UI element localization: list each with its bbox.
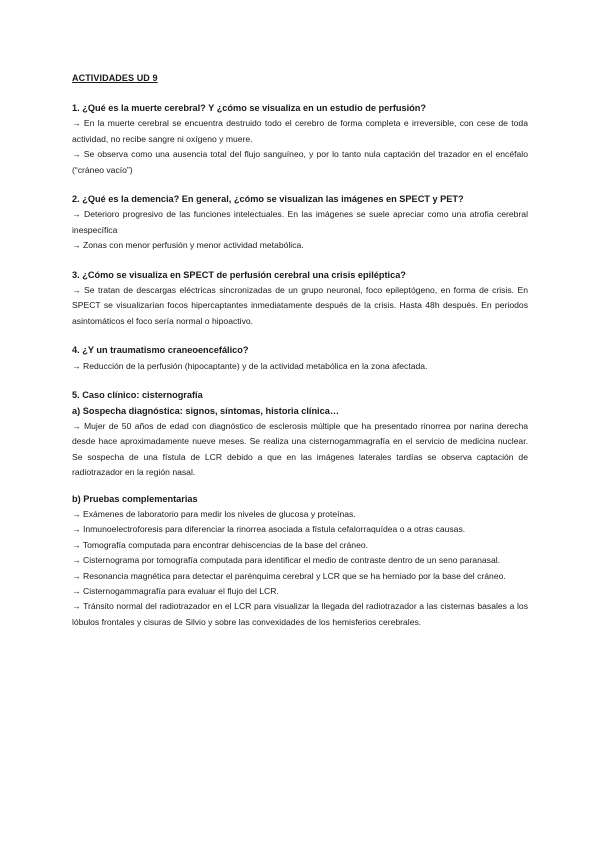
document-title: ACTIVIDADES UD 9	[72, 73, 158, 83]
case-part-a-heading: a) Sospecha diagnóstica: signos, síntomas, historia clínica…	[72, 405, 340, 416]
question-2	[72, 192, 528, 254]
list-item: → Resonancia magnética para detectar el parénquima cerebral y LCR que se ha herniado por la base del cráneo.	[72, 570, 506, 581]
clinical-case	[72, 388, 528, 630]
question-heading: 4. ¿Y un traumatismo craneoencefálico?	[72, 345, 249, 356]
question-4	[72, 343, 528, 374]
answer-paragraph: → Deterioro progresivo de las funciones intelectuales. En las imágenes se suele apreciar como una atrofia cerebral inespecífica	[72, 209, 528, 235]
question-3	[72, 268, 528, 330]
list-item: → Cisternogammagrafía para evaluar el flujo del LCR.	[72, 585, 279, 596]
case-part-a-text: → Mujer de 50 años de edad con diagnóstico de esclerosis múltiple que ha presentado rinorrea por narina derecha desde hace aproximadamente nueve meses. Se realiza una cisternogammagrafía en el servicio de medicina nuclear. Se sospecha de una fístula de LCR debido a que en las imágenes laterales tardías se observa captación de radiotrazador en la región nasal.	[72, 420, 528, 478]
list-item: → Exámenes de laboratorio para medir los niveles de glucosa y proteínas.	[72, 508, 356, 519]
case-part-b-heading: b) Pruebas complementarias	[72, 493, 198, 504]
question-heading: 3. ¿Cómo se visualiza en SPECT de perfusión cerebral una crisis epiléptica?	[72, 269, 406, 280]
list-item: → Tomografía computada para encontrar dehiscencias de la base del cráneo.	[72, 539, 369, 550]
answer-paragraph: → Se observa como una ausencia total del flujo sanguíneo, y por lo tanto nula captación del trazador en el encéfalo (“cráneo vacío”)	[72, 149, 528, 175]
answer-paragraph: → En la muerte cerebral se encuentra destruido todo el cerebro de forma completa e irreversible, con cese de toda actividad, no recibe sangre ni oxígeno y muere.	[72, 118, 528, 144]
question-heading: 1. ¿Qué es la muerte cerebral? Y ¿cómo se visualiza en un estudio de perfusión?	[72, 103, 426, 113]
answer-paragraph: → Se tratan de descargas eléctricas sincronizadas de un grupo neuronal, foco epileptógeno, en forma de crisis. En SPECT se visualizarían focos hipercaptantes inmediatamente después de la crisis. Hasta 48h después. En periodos asintomáticos el foco sería normal o hipoactivo.	[72, 285, 528, 326]
answer-paragraph: → Zonas con menor perfusión y menor actividad metabólica.	[72, 240, 304, 251]
question-1	[72, 101, 528, 178]
list-item: → Cisternograma por tomografía computada para identificar el medio de contraste dentro de un seno paranasal.	[72, 555, 501, 566]
answer-paragraph: → Reducción de la perfusión (hipocaptante) y de la actividad metabólica en la zona afectada.	[72, 360, 428, 371]
case-title: 5. Caso clínico: cisternografía	[72, 390, 203, 401]
list-item: → Inmunoelectroforesis para diferenciar la rinorrea asociada a fístula cefalorraquídea o a otras causas.	[72, 524, 466, 535]
spacer	[72, 481, 528, 492]
list-item: → Tránsito normal del radiotrazador en el LCR para visualizar la llegada del radiotrazador a las cisternas basales a los lóbulos frontales y cisuras de Silvio y sobre las convexidades de los hemisferios cerebrales.	[72, 601, 528, 627]
question-heading: 2. ¿Qué es la demencia? En general, ¿cómo se visualizan las imágenes en SPECT y PET?	[72, 194, 464, 205]
